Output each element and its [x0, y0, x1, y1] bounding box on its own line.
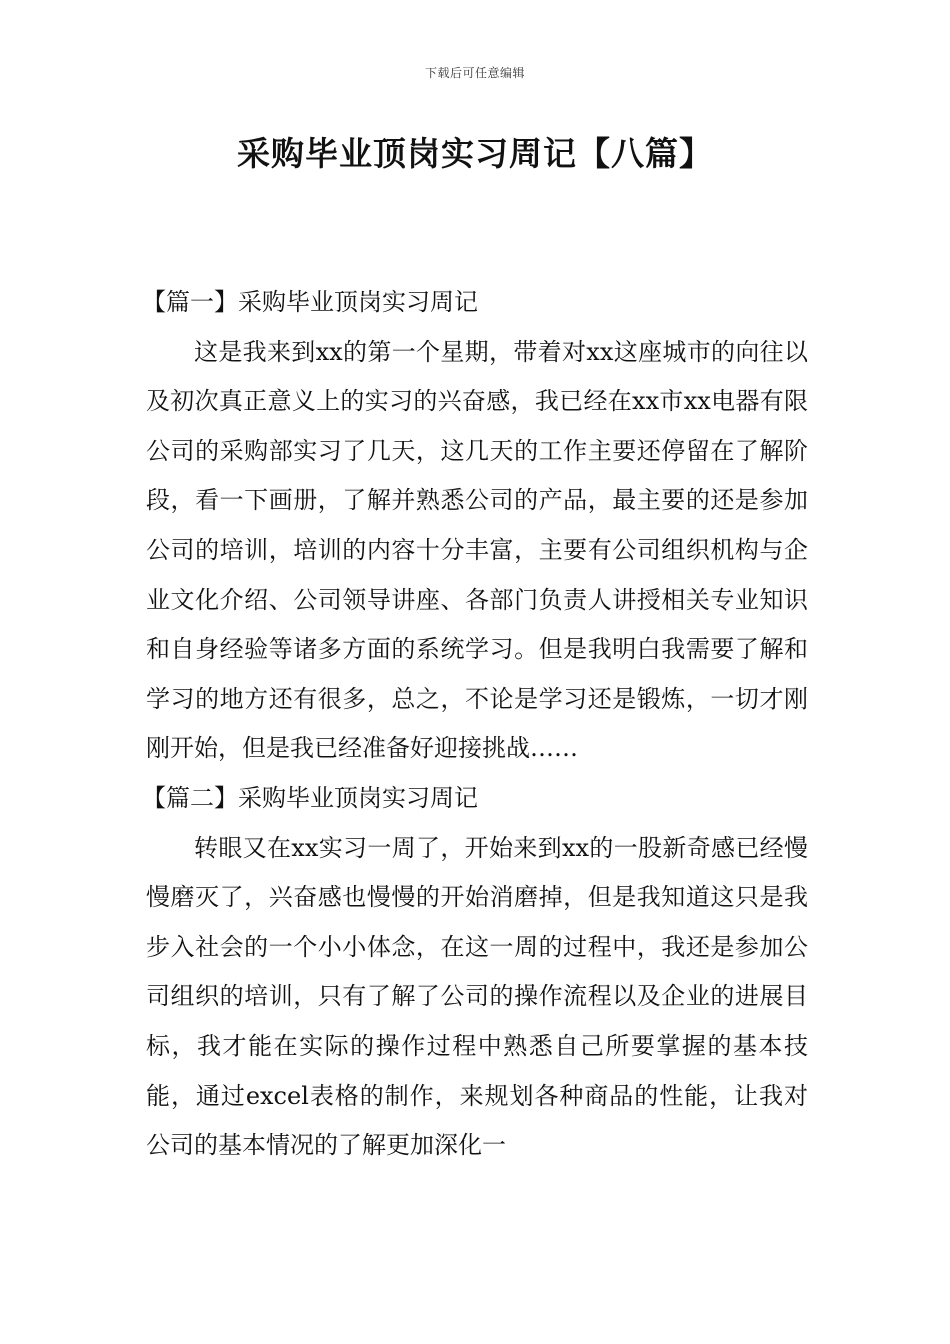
document-body: [142, 278, 808, 1171]
section-heading: 【篇二】采购毕业顶岗实习周记: [142, 783, 478, 812]
header-note: 下载后可任意编辑: [424, 66, 525, 80]
document-title: 采购毕业顶岗实习周记【八篇】: [237, 134, 713, 173]
section-paragraph: 转眼又在xx实习一周了，开始来到xx的一股新奇感已经慢慢磨灭了，兴奋感也慢慢的开始消磨掉，但是我知道这只是我步入社会的一个小小体念，在这一周的过程中，我还是参加公司组织的培训，只有了解了公司的操作流程以及企业的进展目标，我才能在实际的操作过程中熟悉自己所要掌握的基本技能，通过excel表格的制作，来规划各种商品的性能，让我对公司的基本情况的了解更加深化一: [146, 833, 808, 1160]
section-1: [142, 278, 808, 774]
section-2: [142, 774, 808, 1171]
section-paragraph: 这是我来到xx的第一个星期，带着对xx这座城市的向往以及初次真正意义上的实习的兴奋感，我已经在xx市xx电器有限公司的采购部实习了几天，这几天的工作主要还停留在了解阶段，看一下画册，了解并熟悉公司的产品，最主要的还是参加公司的培训，培训的内容十分丰富，主要有公司组织机构与企业文化介绍、公司领导讲座、各部门负责人讲授相关专业知识和自身经验等诸多方面的系统学习。但是我明白我需要了解和学习的地方还有很多，总之，不论是学习还是锻炼，一切才刚刚开始，但是我已经准备好迎接挑战……: [146, 337, 808, 763]
section-heading: 【篇一】采购毕业顶岗实习周记: [142, 288, 478, 316]
